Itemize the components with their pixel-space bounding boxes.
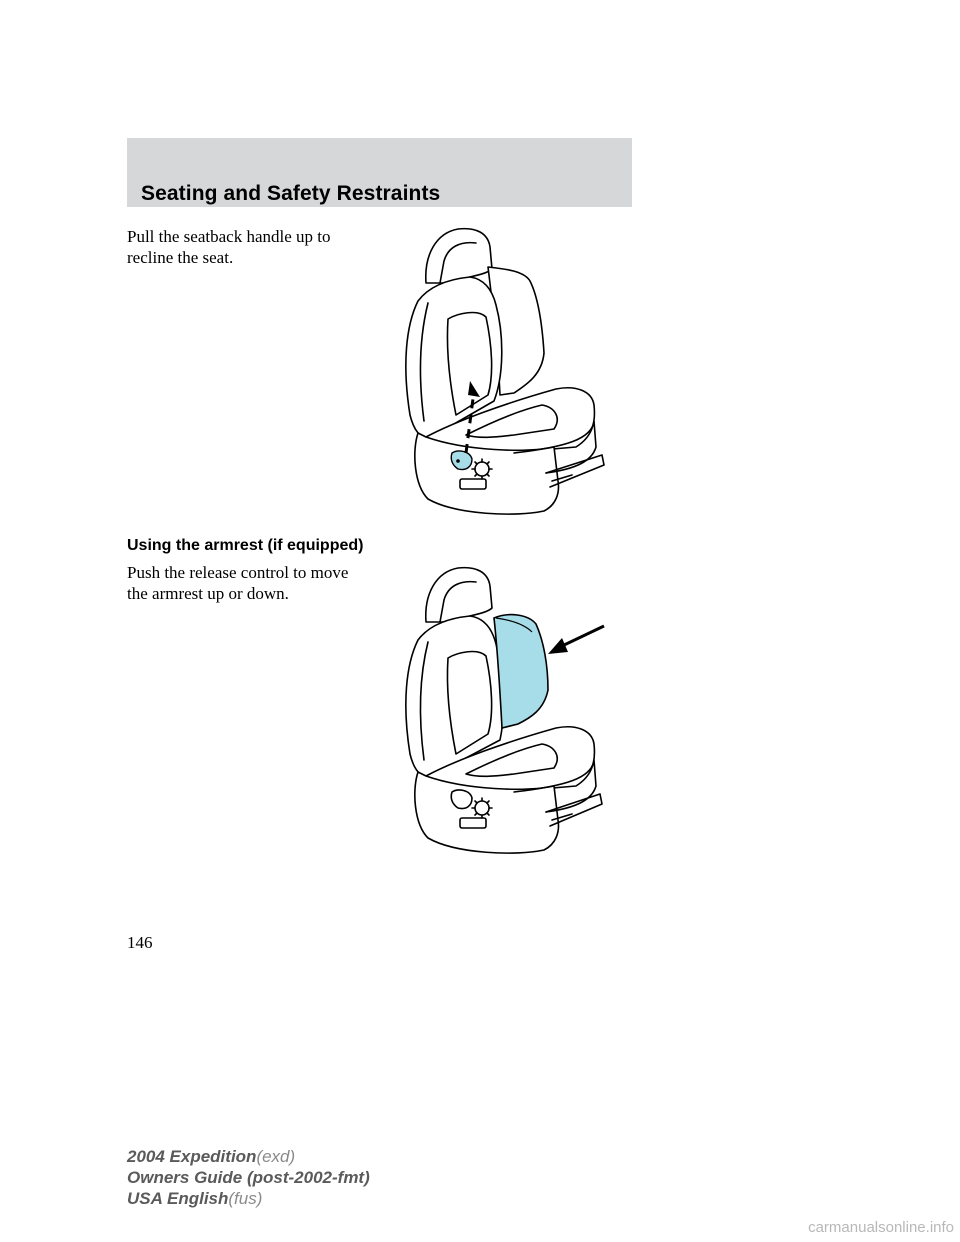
recline-instruction [127, 226, 397, 268]
section-title: Seating and Safety Restraints [141, 182, 441, 205]
armrest-illustration [396, 562, 616, 862]
seatback-handle-highlight [451, 451, 472, 470]
footer-line2 [127, 1167, 370, 1188]
page-number: 146 [127, 933, 153, 952]
footer-language-code: (fus) [228, 1189, 263, 1208]
footer-model: 2004 Expedition [127, 1147, 257, 1166]
recline-instruction-line1: Pull the seatback handle up to [127, 227, 331, 246]
armrest-instruction [127, 562, 397, 604]
footer-line3 [127, 1188, 370, 1209]
watermark: carmanualsonline.info [808, 1219, 954, 1236]
footer-line1 [127, 1146, 370, 1167]
section-header-band [127, 138, 632, 207]
footer-guide: Owners Guide (post-2002-fmt) [127, 1168, 370, 1187]
footer-model-code: (exd) [256, 1147, 296, 1166]
footer-language: USA English [127, 1189, 229, 1208]
armrest-highlight [494, 615, 548, 728]
seat-recline-illustration [396, 225, 626, 525]
document-footer [127, 1146, 370, 1209]
recline-instruction-line2: recline the seat. [127, 248, 234, 267]
armrest-instruction-line2: the armrest up or down. [127, 584, 289, 603]
armrest-instruction-line1: Push the release control to move [127, 563, 349, 582]
armrest-heading: Using the armrest (if equipped) [127, 537, 364, 554]
